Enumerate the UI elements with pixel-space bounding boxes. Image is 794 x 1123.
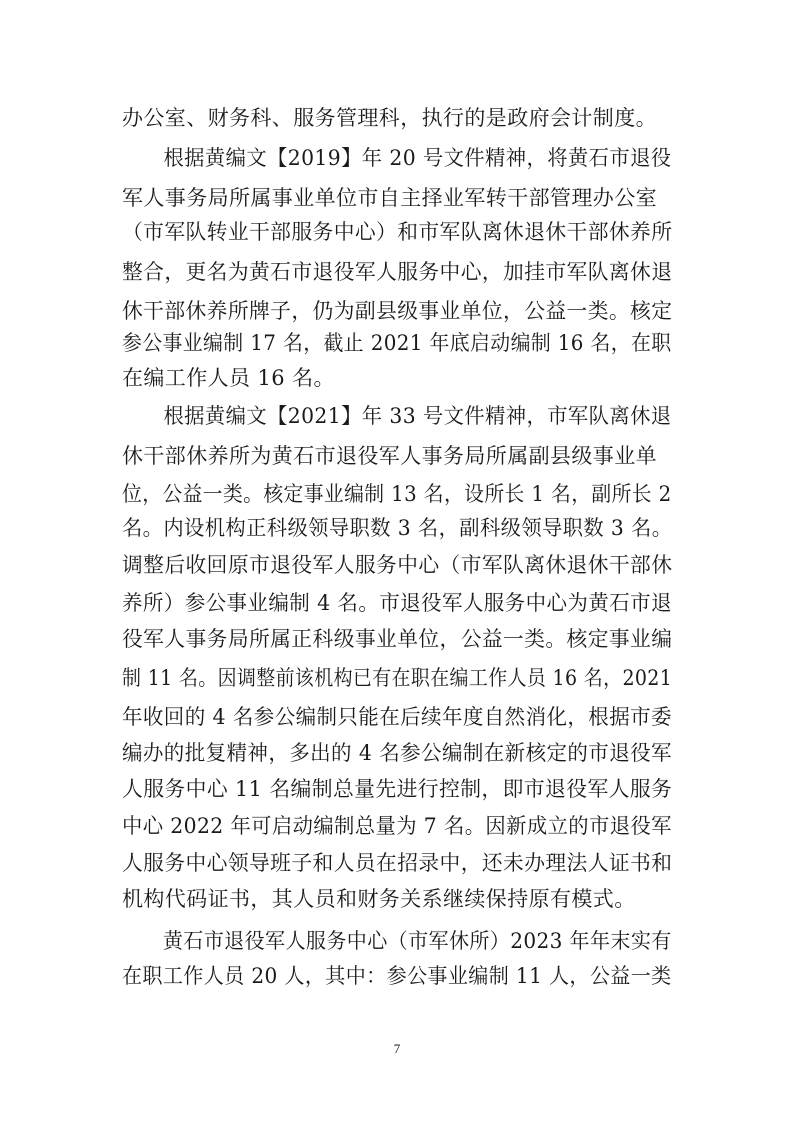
text-line-3: 军人事务局所属事业单位市自主择业军转干部管理办公室 — [122, 186, 657, 210]
text-line-20: 中心 2022 年可启动编制总量为 7 名。因新成立的市退役军 — [122, 814, 672, 838]
text-line-22: 机构代码证书，其人员和财务关系继续保持原有模式。 — [122, 887, 636, 911]
text-line-7: 参公事业编制 17 名，截止 2021 年底启动编制 16 名，在职 — [122, 331, 672, 355]
text-line-13: 调整后收回原市退役军人服务中心（市军队离休退休干部休 — [122, 553, 673, 577]
text-line-19: 人服务中心 11 名编制总量先进行控制，即市退役军人服务 — [122, 777, 673, 801]
text-line-21: 人服务中心领导班子和人员在招录中，还未办理法人证书和 — [122, 851, 673, 875]
text-line-2: 根据黄编文【2019】年 20 号文件精神，将黄石市退役 — [122, 146, 672, 170]
text-line-8: 在编工作人员 16 名。 — [122, 366, 335, 390]
text-line-4: （市军队转业干部服务中心）和市军队离休退休干部休养所 — [122, 220, 673, 244]
text-line-14: 养所）参公事业编制 4 名。市退役军人服务中心为黄石市退 — [122, 591, 672, 615]
text-line-23: 黄石市退役军人服务中心（市军休所）2023 年年末实有 — [122, 929, 672, 953]
text-line-5: 整合，更名为黄石市退役军人服务中心，加挂市军队离休退 — [122, 260, 673, 284]
text-line-24: 在职工作人员 20 人，其中：参公事业编制 11 人，公益一类 — [122, 964, 672, 988]
text-line-12: 名。内设机构正科级领导职数 3 名，副科级领导职数 3 名。 — [122, 516, 673, 540]
text-line-16: 制 11 名。因调整前该机构已有在职在编工作人员 16 名，2021 — [122, 666, 673, 690]
text-line-6: 休干部休养所牌子，仍为副县级事业单位，公益一类。核定 — [122, 299, 673, 323]
text-line-11: 位，公益一类。核定事业编制 13 名，设所长 1 名，副所长 2 — [122, 482, 672, 506]
text-line-15: 役军人事务局所属正科级事业单位，公益一类。核定事业编 — [122, 627, 673, 651]
text-line-10: 休干部休养所为黄石市退役军人事务局所属副县级事业单 — [122, 444, 657, 468]
text-line-17: 年收回的 4 名参公编制只能在后续年度自然消化，根据市委 — [122, 705, 672, 729]
page-number: 7 — [393, 1041, 401, 1056]
text-line-1: 办公室、财务科、服务管理科，执行的是政府会计制度。 — [122, 106, 657, 130]
text-line-9: 根据黄编文【2021】年 33 号文件精神，市军队离休退 — [122, 404, 672, 428]
text-line-18: 编办的批复精神，多出的 4 名参公编制在新核定的市退役军 — [122, 741, 672, 765]
